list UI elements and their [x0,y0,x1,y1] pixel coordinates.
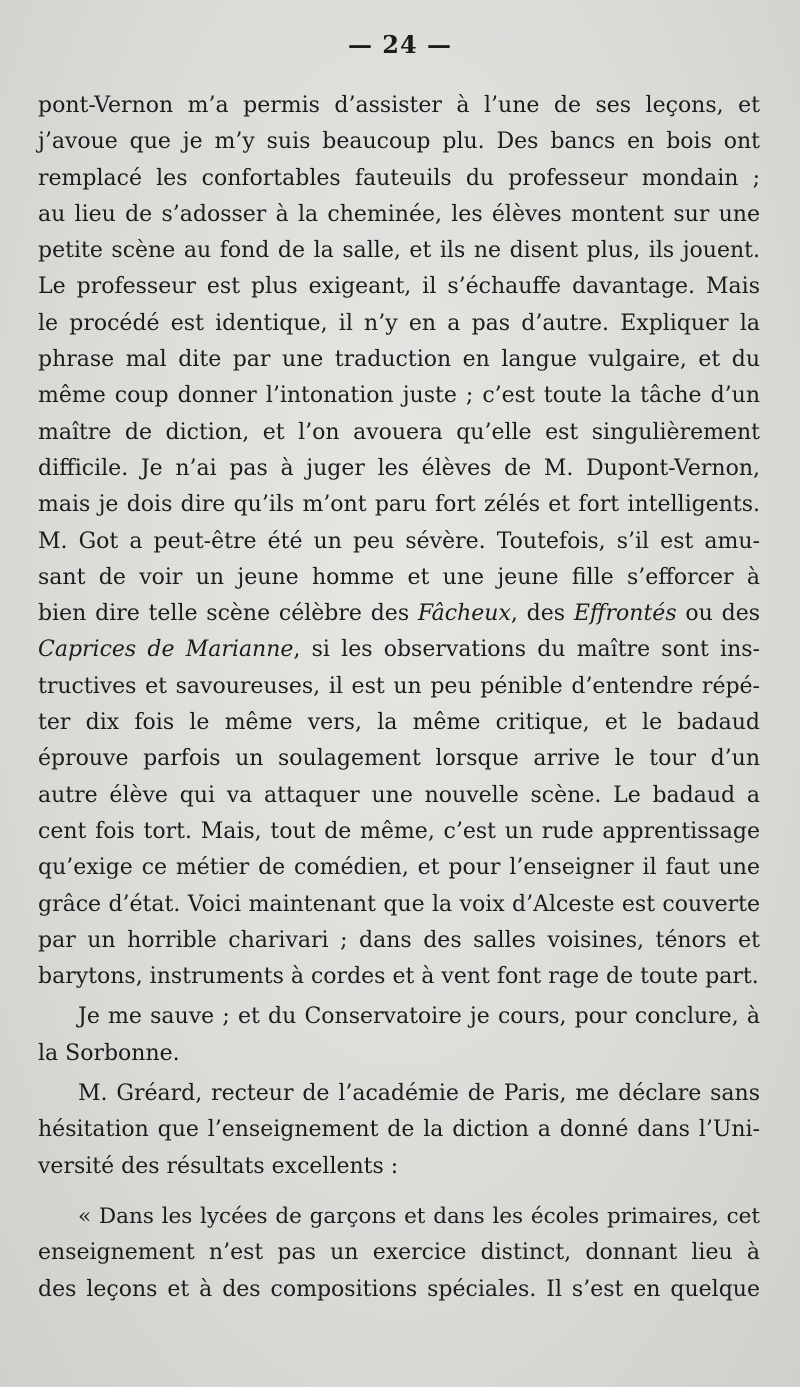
text-line: pont-Vernon m’a permis d’assister à l’une de ses leçons, et [38,93,760,118]
text-line: Caprices de Marianne, si les observations du maître sont ins- [38,637,760,663]
text-line: difficile. Je n’ai pas à juger les élèves de M. Dupont-Vernon, [38,455,760,481]
text-line: grâce d’état. Voici maintenant que la voix d’Alceste est couverte [38,891,760,917]
paragraph-3 [38,1076,760,1185]
text-line: versité des résultats excellents : [38,1153,399,1179]
text-line: phrase mal dite par une traduction en langue vulgaire, et du [38,347,760,373]
text-line: qu’exige ce métier de comédien, et pour l’enseigner il faut une [38,855,760,881]
paragraph-2 [38,999,760,1072]
text-line: des leçons et à des compositions spéciales. Il s’est en quelque [38,1276,760,1302]
text-line: mais je dois dire qu’ils m’ont paru fort zélés et fort intelligents. [38,492,760,518]
text-line: par un horrible charivari ; dans des salles voisines, ténors et [38,927,760,953]
text-line: maître de diction, et l’on avouera qu’elle est singulièrement [38,419,760,445]
text-line: sant de voir un jeune homme et une jeune fille s’efforcer à [38,564,760,590]
paragraph-1 [38,88,760,995]
text-line: M. Gréard, recteur de l’académie de Paris, me déclare sans [78,1081,760,1107]
text-line: Je me sauve ; et du Conservatoire je cours, pour conclure, à [78,1004,760,1030]
text-line: le procédé est identique, il n’y en a pas d’autre. Expliquer la [38,310,760,336]
text-line: ter dix fois le même vers, la même critique, et le badaud [38,710,760,736]
text-line: j’avoue que je m’y suis beaucoup plu. Des bancs en bois ont [38,129,760,155]
paragraph-4 [38,1199,760,1308]
page-number: — 24 — [347,30,453,59]
text-line: enseignement n’est pas un exercice distinct, donnant lieu à [38,1240,760,1266]
text-line: remplacé les confortables fauteuils du professeur mondain ; [38,165,760,191]
text-line: éprouve parfois un soulagement lorsque arrive le tour d’un [38,746,760,772]
text-line: barytons, instruments à cordes et à vent font rage de toute part. [38,964,759,990]
italic-title: Caprices de Marianne [38,637,294,663]
italic-title: Fâcheux [417,601,511,627]
text-line: cent fois tort. Mais, tout de même, c’est un rude apprentissage [38,818,760,844]
text-line: tructives et savoureuses, il est un peu pénible d’entendre répé- [38,673,760,699]
text-line: au lieu de s’adosser à la cheminée, les élèves montent sur une [38,201,760,227]
text-line: bien dire telle scène célèbre des Fâcheux, des Effrontés ou des [38,601,761,627]
text-line: Le professeur est plus exigeant, il s’échauffe davantage. Mais [38,274,760,300]
text-line: petite scène au fond de la salle, et ils ne disent plus, ils jouent. [38,238,760,264]
text-line: M. Got a peut-être été un peu sévère. Toutefois, s’il est amu- [38,528,760,554]
italic-title: Effrontés [573,601,677,627]
text-line: hésitation que l’enseignement de la diction a donné dans l’Uni- [38,1117,760,1143]
text-line: autre élève qui va attaquer une nouvelle scène. Le badaud a [38,782,760,808]
text-line: même coup donner l’intonation juste ; c’est toute la tâche d’un [38,383,760,409]
text-line: la Sorbonne. [38,1040,180,1066]
page-text [38,88,760,1308]
text-line: « Dans les lycées de garçons et dans les écoles primaires, cet [78,1203,760,1229]
